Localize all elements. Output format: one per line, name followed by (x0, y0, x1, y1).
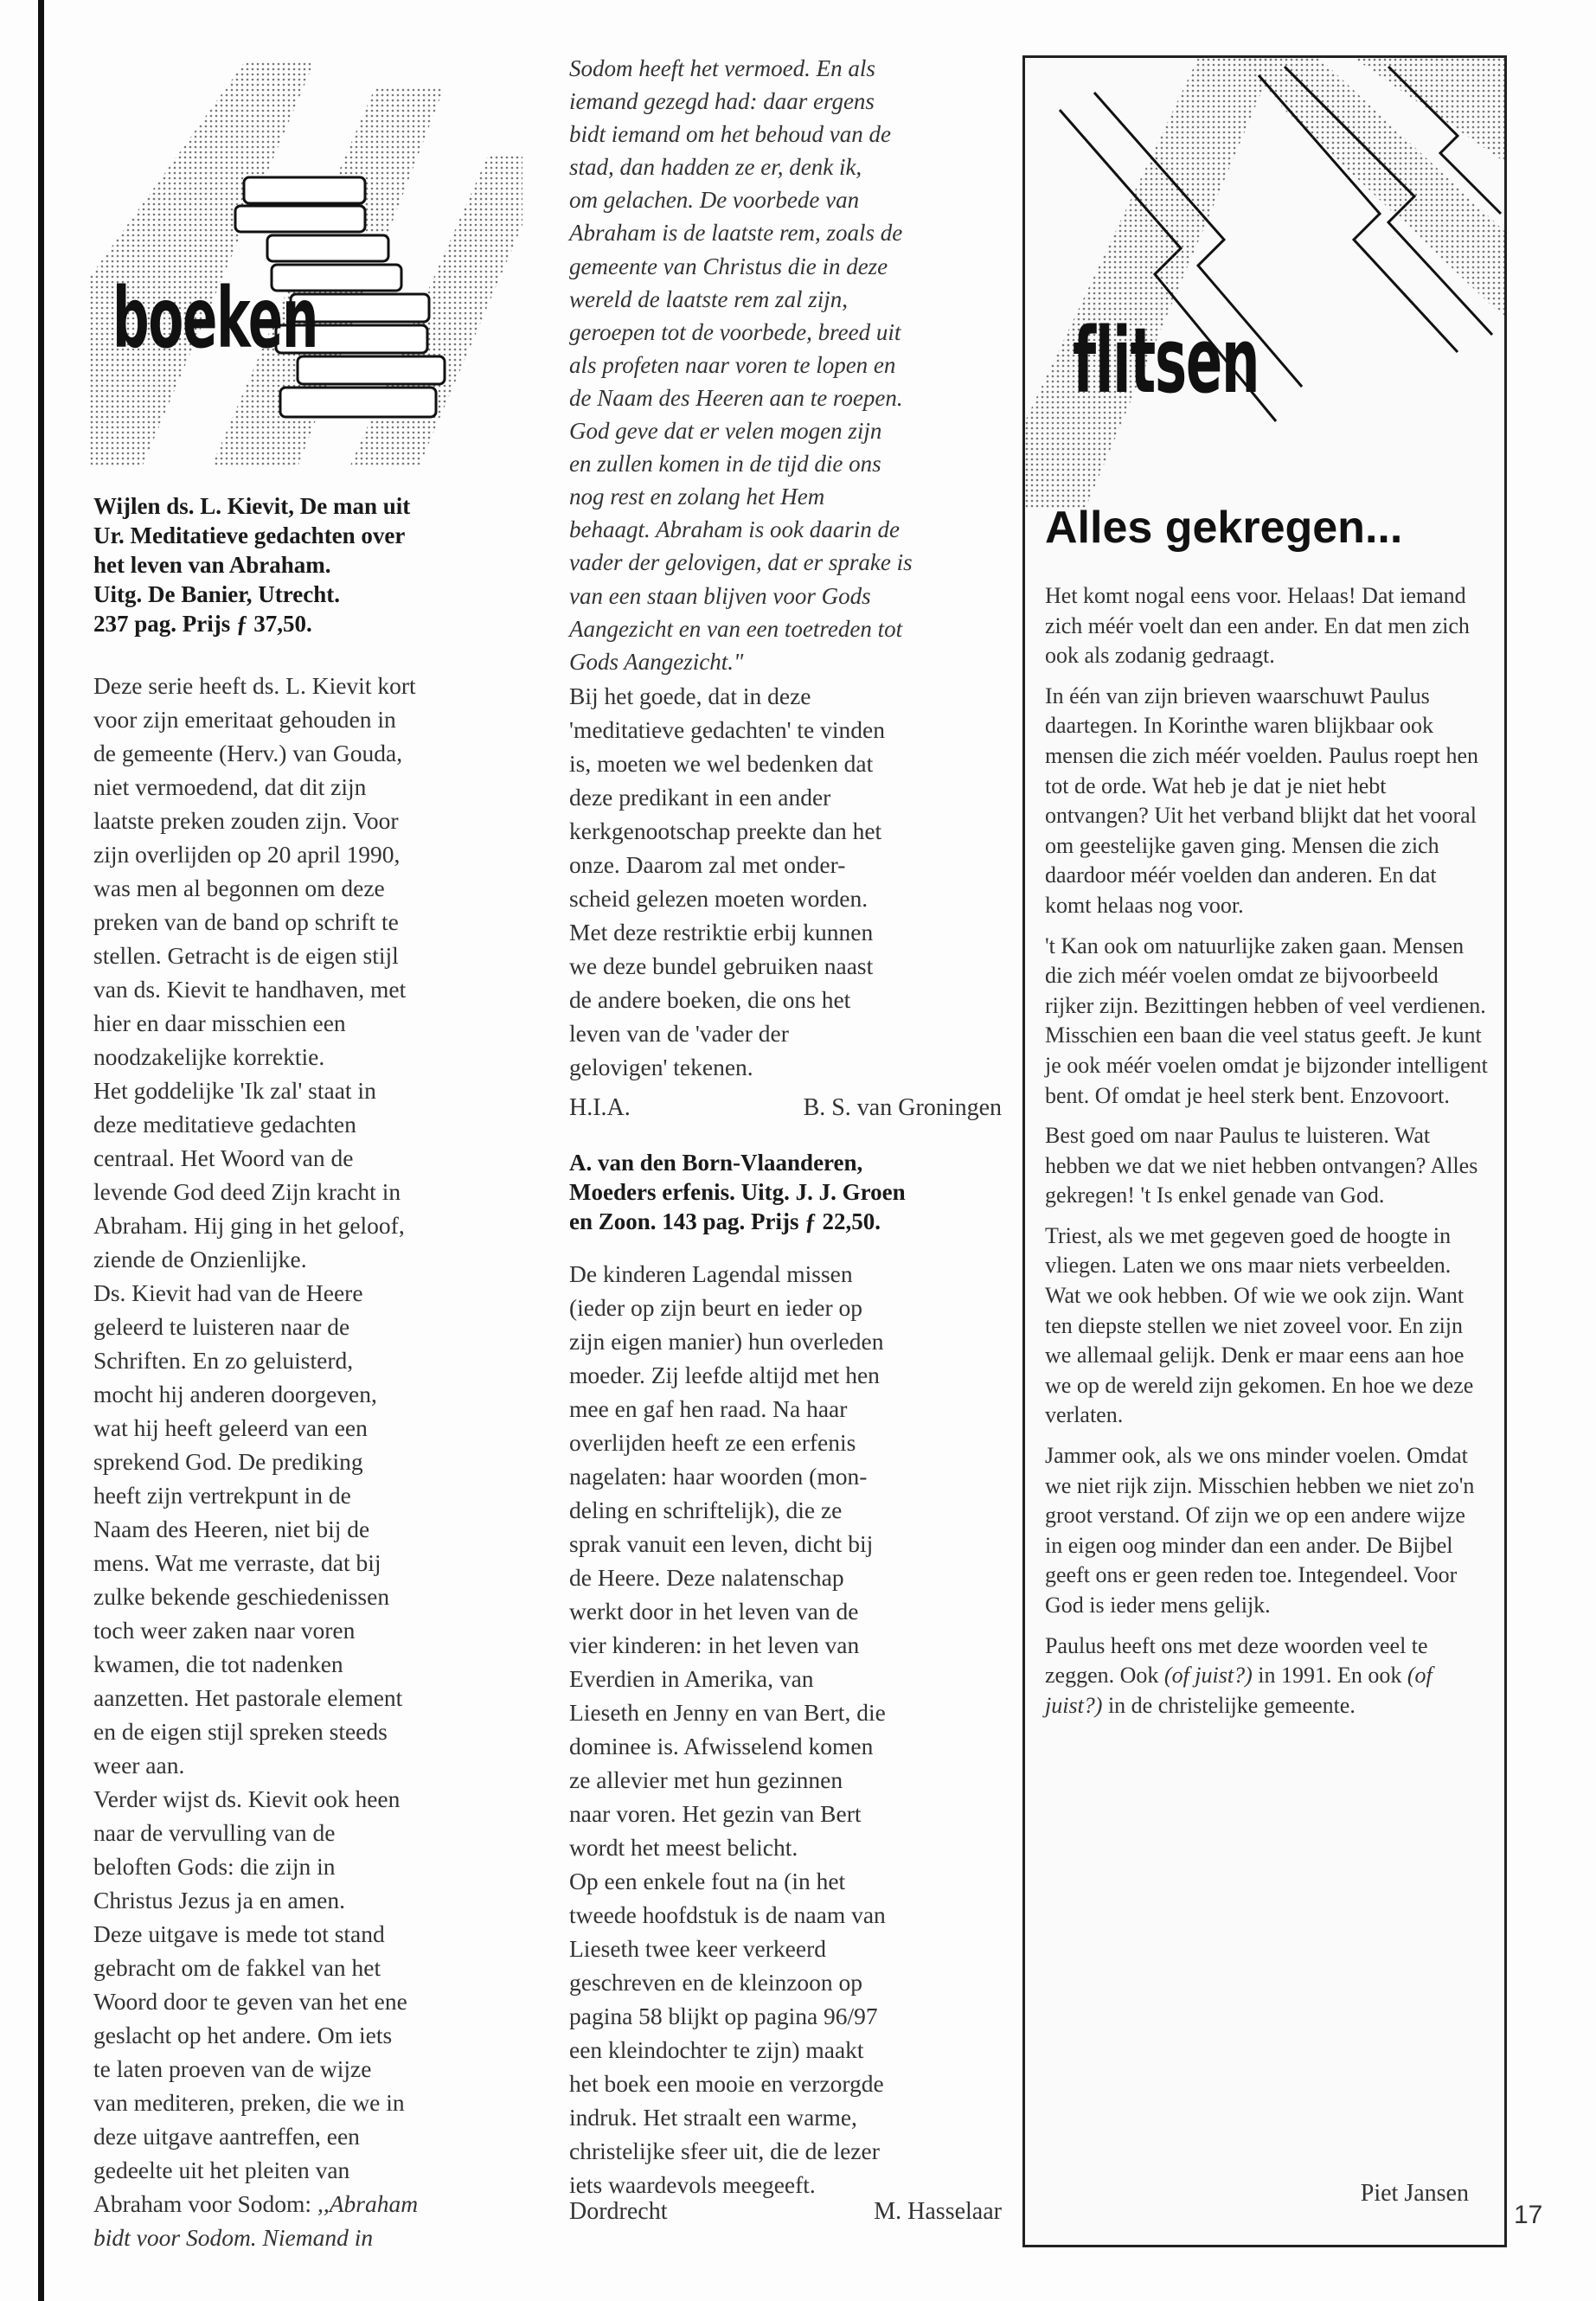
text-line: sprak vanuit een leven, dicht bij (569, 1530, 874, 1557)
text-line: gelovigen' tekenen. (569, 1054, 753, 1080)
quote-line: vader der gelovigen, dat er sprake is (569, 549, 913, 576)
emphasis: (of juist?) (1045, 1663, 1433, 1718)
quote-line: bidt voor Sodom. Niemand in (93, 2224, 374, 2251)
quote-line: Gods Aangezicht." (569, 648, 744, 675)
text-line: de Heere. Deze nalatenschap (569, 1564, 844, 1591)
text-line: onze. Daarom zal met onder- (569, 851, 846, 878)
signature-place: H.I.A. (569, 1094, 631, 1121)
text-line: deze meditatieve gedachten (93, 1111, 356, 1138)
text-line: 'meditatieve gedachten' te vinden (569, 716, 885, 743)
flitsen-article-title: Alles gekregen... (1045, 503, 1403, 553)
text-line: Lieseth twee keer verkeerd (569, 1935, 826, 1962)
quote-line: God geve dat er velen mogen zijn (569, 418, 882, 445)
quote-line: wereld de laatste rem zal zijn, (569, 285, 848, 312)
text-line: was men al begonnen om deze (93, 875, 385, 901)
text-line: van mediteren, preken, die we in (93, 2089, 405, 2116)
text-line: Deze serie heeft ds. L. Kievit kort (93, 672, 416, 699)
text-line: aanzetten. Het pastorale element (93, 1684, 403, 1711)
text-line: te laten proeven van de wijze (93, 2055, 372, 2082)
text-line: Verder wijst ds. Kievit ook heen (93, 1785, 401, 1812)
signature-place: Dordrecht (569, 2198, 668, 2225)
quote-line: geroepen tot de voorbede, breed uit (569, 318, 901, 345)
quote-line: Abraham is de laatste rem, zoals de (569, 220, 903, 247)
text-line: Schriften. En zo geluisterd, (93, 1347, 354, 1374)
heading-line: Moeders erfenis. Uitg. J. J. Groen (569, 1179, 906, 1205)
text-line: Het goddelijke 'Ik zal' staat in (93, 1077, 376, 1104)
text-line: vier kinderen: in het leven van (569, 1631, 860, 1658)
heading-line: het leven van Abraham. (93, 552, 331, 578)
text-line: toch weer zaken naar voren (93, 1617, 356, 1644)
text-fragment: Abraham voor Sodom: (93, 2190, 312, 2217)
text-line: Lieseth en Jenny en van Bert, die (569, 1699, 886, 1726)
text-line: zijn overlijden op 20 april 1990, (93, 841, 401, 868)
text-fragment: in de christelijke gemeente. (1107, 1692, 1356, 1718)
signature-author: M. Hasselaar (874, 2198, 1002, 2225)
quote-line: als profeten naar voren te lopen en (569, 351, 896, 378)
text-line: tweede hoofdstuk is de naam van (569, 1901, 886, 1928)
text-line: naar voren. Het gezin van Bert (569, 1800, 862, 1827)
paragraph: Best goed om naar Paulus te luisteren. Wat hebben we dat we niet hebben ontvangen? Alles gekregen! 't Is enkel genade van God. (1045, 1123, 1478, 1208)
quote-line: van een staan blijven voor Gods (569, 582, 871, 609)
review2-heading (569, 1148, 1002, 1236)
text-line: zulke bekende geschiedenissen (93, 1583, 390, 1610)
review1-body-mid (569, 679, 1002, 1084)
quote-line: bidt iemand om het behoud van de (569, 121, 891, 148)
text-line: ziende de Onzienlijke. (93, 1246, 307, 1272)
text-line: gedeelte uit het pleiten van (93, 2157, 350, 2183)
quote-line: Aangezicht en van een toetreden tot (569, 615, 903, 642)
heading-line: Ur. Meditatieve gedachten over (93, 522, 406, 548)
flitsen-header-illustration (1025, 58, 1504, 508)
text-line: overlijden heeft ze een erfenis (569, 1429, 856, 1456)
quote-line: de Naam des Heeren aan te roepen. (569, 384, 903, 411)
text-line: hier en daar misschien een (93, 1009, 346, 1036)
emphasis: (of juist?) (1163, 1663, 1253, 1689)
quote-line: om gelachen. De voorbede van (569, 187, 860, 214)
text-line: mee en gaf hen raad. Na haar (569, 1395, 848, 1422)
text-line: scheid gelezen moeten worden. (569, 885, 869, 912)
review2-signature (569, 2195, 1002, 2228)
section-title-flitsen: flitsen (1073, 308, 1259, 413)
heading-line: Wijlen ds. L. Kievit, De man uit (93, 493, 411, 519)
review1-signature (569, 1092, 1002, 1125)
text-line: weer aan. (93, 1752, 185, 1779)
text-line (93, 2187, 526, 2221)
text-line: gebracht om de fakkel van het (93, 1954, 381, 1981)
text-line: Woord door te geven van het ene (93, 1988, 407, 2015)
paragraph: Het komt nogal eens voor. Helaas! Dat iemand zich méér voelt dan een ander. En dat men zich ook als zodanig gedraagt. (1045, 583, 1470, 669)
text-line: Ds. Kievit had van de Heere (93, 1279, 363, 1306)
text-line: een kleindochter te zijn) maakt (569, 2036, 864, 2063)
paragraph: 't Kan ook om natuurlijke zaken gaan. Mensen die zich méér voelen omdat ze bijvoorbeeld rijker zijn. Bezittingen hebben of veel verdienen. Misschien een baan die veel status geeft. Je kunt je ook méér voelen omdat je bijzonder intelligent bent. Of omdat je heel sterk bent. Enzovoort. (1045, 933, 1488, 1108)
text-line: wat hij heeft geleerd van een (93, 1414, 368, 1441)
text-line: van ds. Kievit te handhaven, met (93, 976, 407, 1003)
text-line: Bij het goede, dat in deze (569, 683, 811, 709)
text-line: christelijke sfeer uit, die de lezer (569, 2138, 880, 2164)
text-line: sprekend God. De prediking (93, 1448, 363, 1475)
review1-heading (93, 491, 526, 638)
quote-line: iemand gezegd had: daar ergens (569, 88, 875, 115)
review1-quote (569, 52, 1002, 678)
text-line: werkt door in het leven van de (569, 1598, 859, 1625)
text-line: voor zijn emeritaat gehouden in (93, 706, 396, 733)
text-line: geleerd te luisteren naar de (93, 1313, 350, 1340)
text-line: ze allevier met hun gezinnen (569, 1766, 843, 1793)
review2-body (569, 1257, 1002, 2202)
text-line: levende God deed Zijn kracht in (93, 1178, 401, 1205)
text-line: de andere boeken, die ons het (569, 986, 851, 1013)
heading-line: Uitg. De Banier, Utrecht. (93, 581, 340, 607)
text-line: we deze bundel gebruiken naast (569, 952, 874, 979)
text-fragment: in 1991. En ook (1258, 1663, 1402, 1689)
paragraph: Triest, als we met gegeven goed de hoogte in vliegen. Laten we ons maar niets verbeelden. Wat we ook hebben. Of wie we ook zijn. Want ten diepste stellen we niet zoveel voor. En zijn we allemaal gelijk. Denk er maar eens aan hoe we op de wereld zijn gekomen. En hoe we deze verlaten. (1045, 1222, 1474, 1428)
text-line: Abraham. Hij ging in het geloof, (93, 1212, 405, 1239)
page-number: 17 (1514, 2201, 1543, 2229)
quote-line: Sodom heeft het vermoed. En als (569, 55, 875, 81)
text-line: geslacht op het andere. Om iets (93, 2022, 393, 2048)
text-line: naar de vervulling van de (93, 1819, 336, 1846)
text-line: Christus Jezus ja en amen. (93, 1887, 345, 1913)
quote-line: en zullen komen in de tijd die ons (569, 451, 881, 478)
text-line: en de eigen stijl spreken steeds (93, 1718, 388, 1745)
text-line: Op een enkele fout na (in het (569, 1868, 846, 1894)
text-line: moeder. Zij leefde altijd met hen (569, 1362, 880, 1388)
quote-line: nog rest en zolang het Hem (569, 484, 825, 510)
text-line: wordt het meest belicht. (569, 1834, 798, 1861)
quote-line: behaagt. Abraham is ook daarin de (569, 516, 900, 543)
boeken-header-illustration (90, 52, 522, 467)
paragraph: In één van zijn brieven waarschuwt Paulus daartegen. In Korinthe waren blijkbaar ook mensen die zich méér voelden. Paulus roept hen tot de orde. Wat heb je dat je niet hebt ontvangen? Uit het verband blijkt dat het vooral om geestelijke gaven ging. Mensen die zich daardoor méér voelden dan anderen. En dat komt helaas nog voor. (1045, 683, 1479, 918)
text-line: mocht hij anderen doorgeven, (93, 1381, 377, 1407)
review1-body-left (93, 669, 526, 2254)
text-line: is, moeten we wel bedenken dat (569, 750, 874, 777)
paragraph (1045, 1631, 1488, 1721)
text-line: heeft zijn vertrekpunt in de (93, 1482, 351, 1509)
text-line: zijn eigen manier) hun overleden (569, 1328, 884, 1355)
text-fragment: Paulus heeft ons met deze woorden veel te zeggen. Ook (1045, 1632, 1428, 1689)
text-line: leven van de 'vader der (569, 1020, 789, 1047)
text-line: centraal. Het Woord van de (93, 1144, 354, 1171)
text-line: iets waardevols meegeeft. (569, 2171, 816, 2198)
text-line: niet vermoedend, dat dit zijn (93, 773, 367, 800)
text-line: deze predikant in een ander (569, 784, 831, 811)
text-line: de gemeente (Herv.) van Gouda, (93, 740, 403, 766)
text-line: preken van de band op schrift te (93, 908, 399, 935)
text-line: (ieder op zijn beurt en ieder op (569, 1294, 863, 1321)
quote-fragment: ,,Abraham (317, 2190, 419, 2217)
text-line: kwamen, die tot nadenken (93, 1650, 343, 1677)
text-line: geschreven en de kleinzoon op (569, 1969, 863, 1996)
text-line: Met deze restriktie erbij kunnen (569, 919, 874, 945)
text-line: laatste preken zouden zijn. Voor (93, 807, 399, 834)
flitsen-signature: Piet Jansen (1360, 2180, 1469, 2207)
text-line: Naam des Heeren, niet bij de (93, 1516, 370, 1542)
quote-line: gemeente van Christus die in deze (569, 253, 888, 279)
heading-line: en Zoon. 143 pag. Prijs ƒ 22,50. (569, 1208, 881, 1234)
quote-line: stad, dan hadden ze er, denk ik, (569, 154, 862, 181)
text-line: pagina 58 blijkt op pagina 96/97 (569, 2003, 878, 2029)
page-edge-rule (38, 0, 44, 2301)
paragraph: Jammer ook, als we ons minder voelen. Omdat we niet rijk zijn. Misschien hebben we niet zo'n groot verstand. Of zijn we op een andere wijze in eigen oog minder dan een ander. De Bijbel geeft ons er geen reden toe. Integendeel. Voor God is ieder mens gelijk. (1045, 1443, 1475, 1618)
heading-line: 237 pag. Prijs ƒ 37,50. (93, 611, 312, 637)
text-line: Deze uitgave is mede tot stand (93, 1920, 385, 1947)
text-line: kerkgenootschap preekte dan het (569, 817, 882, 844)
text-line: mens. Wat me verraste, dat bij (93, 1549, 381, 1576)
text-line: deze uitgave aantreffen, een (93, 2123, 360, 2150)
text-line: Everdien in Amerika, van (569, 1665, 814, 1692)
text-line: indruk. Het straalt een warme, (569, 2104, 857, 2131)
text-line: dominee is. Afwisselend komen (569, 1733, 874, 1759)
flitsen-body (1045, 581, 1488, 1731)
section-title-boeken: boeken (112, 270, 318, 367)
text-line: het boek een mooie en verzorgde (569, 2070, 884, 2097)
text-line: stellen. Getracht is de eigen stijl (93, 942, 399, 969)
text-line: nagelaten: haar woorden (mon- (569, 1463, 868, 1490)
text-line: noodzakelijke korrektie. (93, 1043, 325, 1070)
text-line: beloften Gods: die zijn in (93, 1853, 336, 1880)
text-line: De kinderen Lagendal missen (569, 1260, 853, 1287)
text-line: deling en schriftelijk), die ze (569, 1497, 843, 1523)
heading-line: A. van den Born-Vlaanderen, (569, 1150, 863, 1176)
signature-author: B. S. van Groningen (803, 1094, 1002, 1121)
